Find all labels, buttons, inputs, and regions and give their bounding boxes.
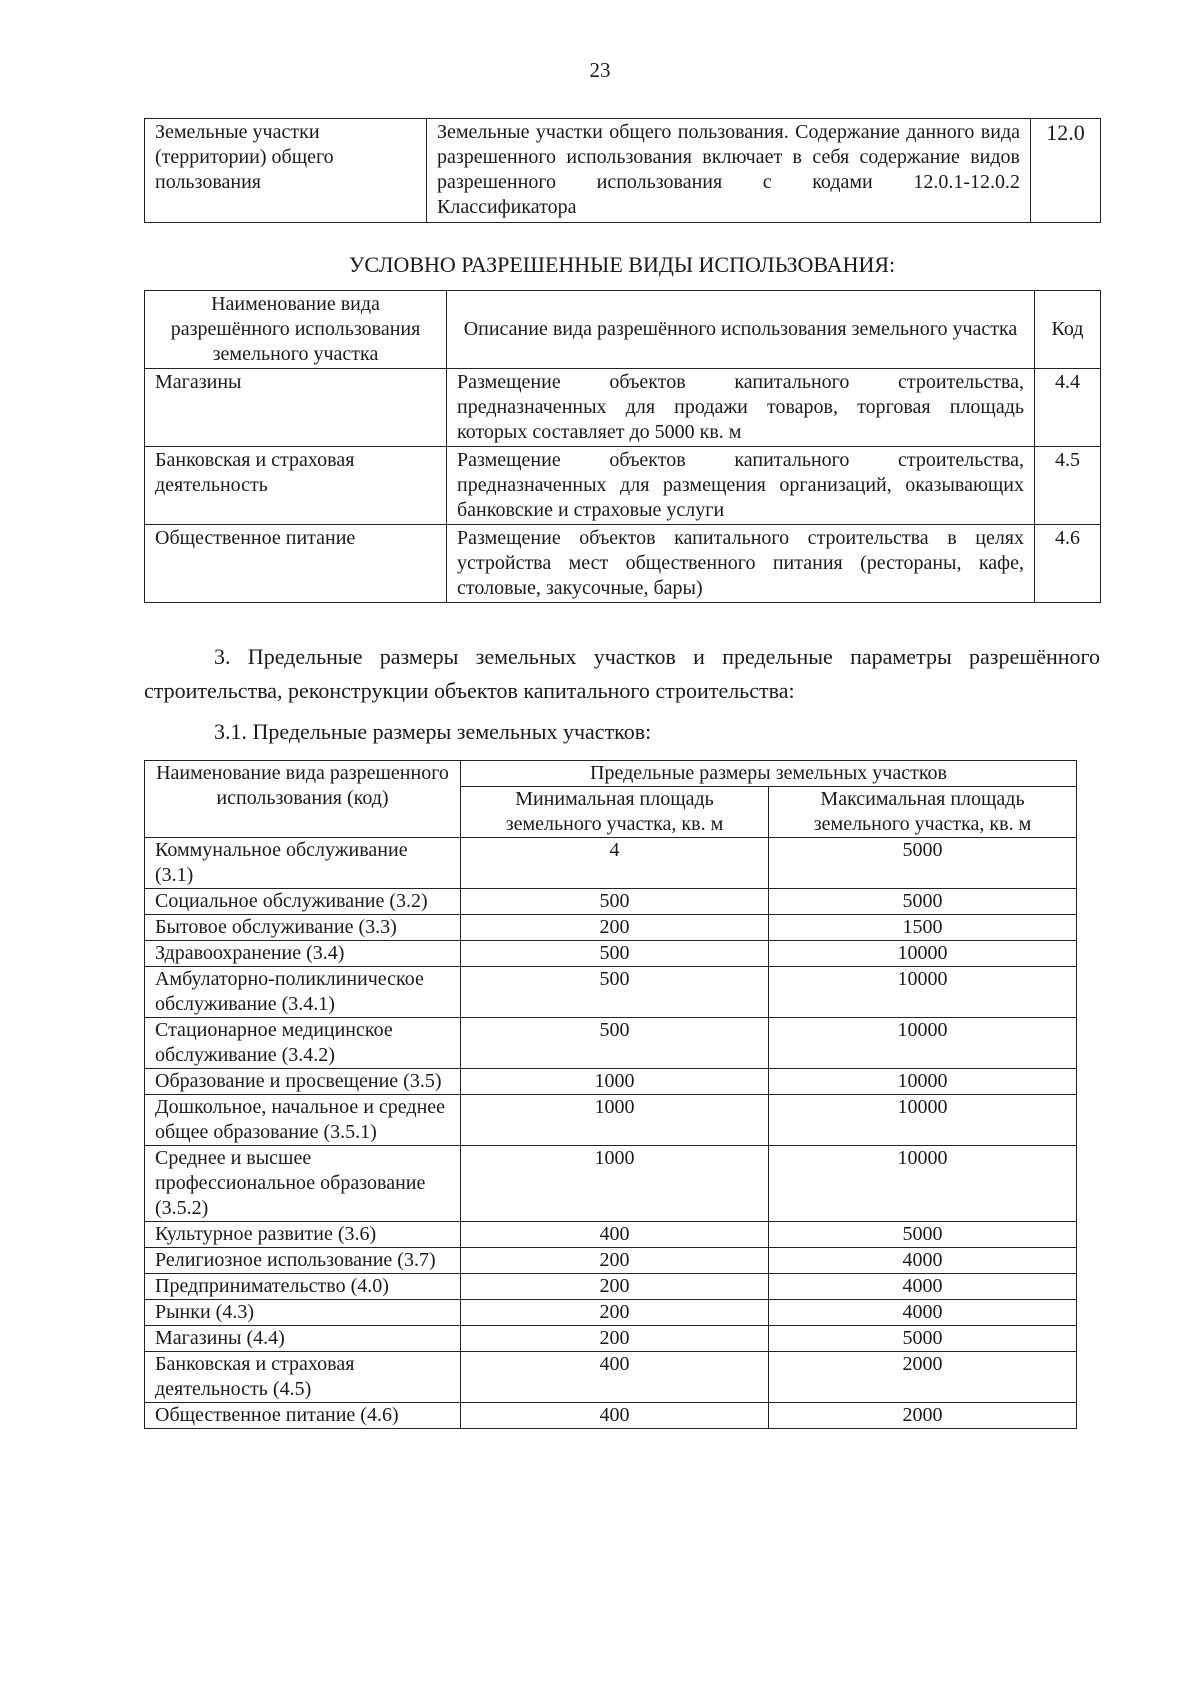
header-name: Наименование вида разрешенного использования (код) xyxy=(145,761,461,838)
row-min: 500 xyxy=(461,889,769,915)
table-row xyxy=(145,1274,1077,1300)
row-min: 1000 xyxy=(461,1146,769,1222)
row-name: Бытовое обслуживание (3.3) xyxy=(145,915,461,941)
row-min: 200 xyxy=(461,915,769,941)
row-max: 10000 xyxy=(769,1095,1077,1146)
row-name: Коммунальное обслуживание (3.1) xyxy=(145,838,461,889)
row-max: 5000 xyxy=(769,1222,1077,1248)
general-use-table xyxy=(144,118,1101,223)
row-min: 500 xyxy=(461,941,769,967)
use-description-cell: Земельные участки общего пользования. Содержание данного вида разрешенного использования включает в себя содержание видов разрешенного использования с кодами 12.0.1-12.0.2 Классификатора xyxy=(427,119,1031,223)
row-max: 5000 xyxy=(769,1326,1077,1352)
table-row xyxy=(145,838,1077,889)
conditional-uses-heading: УСЛОВНО РАЗРЕШЕННЫЕ ВИДЫ ИСПОЛЬЗОВАНИЯ: xyxy=(348,252,896,277)
table-row xyxy=(145,1352,1077,1403)
row-max: 4000 xyxy=(769,1300,1077,1326)
row-name: Религиозное использование (3.7) xyxy=(145,1248,461,1274)
use-code-cell: 4.5 xyxy=(1035,447,1101,525)
header-group: Предельные размеры земельных участков xyxy=(461,761,1077,787)
row-name: Общественное питание (4.6) xyxy=(145,1403,461,1429)
row-min: 200 xyxy=(461,1248,769,1274)
header-min: Минимальная площадь земельного участка, кв. м xyxy=(461,787,769,838)
row-max: 4000 xyxy=(769,1248,1077,1274)
use-code-cell: 12.0 xyxy=(1031,119,1101,223)
table-row xyxy=(145,967,1077,1018)
row-min: 400 xyxy=(461,1222,769,1248)
row-name: Социальное обслуживание (3.2) xyxy=(145,889,461,915)
row-name: Амбулаторно-поликлиническое обслуживание (3.4.1) xyxy=(145,967,461,1018)
row-name: Банковская и страховая деятельность (4.5) xyxy=(145,1352,461,1403)
table-row xyxy=(145,119,1101,223)
row-name: Культурное развитие (3.6) xyxy=(145,1222,461,1248)
paragraph-3-1: 3.1. Предельные размеры земельных участков: xyxy=(214,719,652,744)
header-name: Наименование вида разрешённого использования земельного участка xyxy=(145,291,447,369)
row-min: 200 xyxy=(461,1300,769,1326)
row-min: 200 xyxy=(461,1274,769,1300)
row-max: 5000 xyxy=(769,889,1077,915)
row-max: 10000 xyxy=(769,1146,1077,1222)
use-description-cell: Размещение объектов капитального строительства, предназначенных для продажи товаров, торговая площадь которых составляет до 5000 кв. м xyxy=(447,369,1035,447)
use-name-cell: Банковская и страховая деятельность xyxy=(145,447,447,525)
table-row xyxy=(145,1403,1077,1429)
row-name: Магазины (4.4) xyxy=(145,1326,461,1352)
use-description-cell: Размещение объектов капитального строительства в целях устройства мест общественного питания (рестораны, кафе, столовые, закусочные, бары) xyxy=(447,525,1035,603)
row-min: 500 xyxy=(461,1018,769,1069)
header-description: Описание вида разрешённого использования земельного участка xyxy=(447,291,1035,369)
row-name: Предпринимательство (4.0) xyxy=(145,1274,461,1300)
table-row xyxy=(145,1018,1077,1069)
plot-sizes-table xyxy=(144,760,1077,1429)
header-code: Код xyxy=(1035,291,1101,369)
table-header-row xyxy=(145,291,1101,369)
row-max: 1500 xyxy=(769,915,1077,941)
row-min: 400 xyxy=(461,1403,769,1429)
table-row xyxy=(145,369,1101,447)
row-name: Рынки (4.3) xyxy=(145,1300,461,1326)
table-row xyxy=(145,1248,1077,1274)
row-min: 500 xyxy=(461,967,769,1018)
row-max: 4000 xyxy=(769,1274,1077,1300)
row-max: 10000 xyxy=(769,1018,1077,1069)
row-max: 10000 xyxy=(769,941,1077,967)
paragraph-3: 3. Предельные размеры земельных участков и предельные параметры разрешённого строительства, реконструкции объектов капитального строительства: xyxy=(144,644,1100,703)
table-header-row xyxy=(145,761,1077,787)
row-max: 10000 xyxy=(769,1069,1077,1095)
table-row xyxy=(145,1146,1077,1222)
row-min: 200 xyxy=(461,1326,769,1352)
row-name: Здравоохранение (3.4) xyxy=(145,941,461,967)
row-name: Дошкольное, начальное и среднее общее образование (3.5.1) xyxy=(145,1095,461,1146)
page-number: 23 xyxy=(589,58,611,82)
row-name: Среднее и высшее профессиональное образование (3.5.2) xyxy=(145,1146,461,1222)
row-max: 10000 xyxy=(769,967,1077,1018)
row-min: 1000 xyxy=(461,1095,769,1146)
row-max: 2000 xyxy=(769,1352,1077,1403)
row-min: 400 xyxy=(461,1352,769,1403)
use-code-cell: 4.4 xyxy=(1035,369,1101,447)
row-min: 4 xyxy=(461,838,769,889)
row-max: 5000 xyxy=(769,838,1077,889)
use-description-cell: Размещение объектов капитального строительства, предназначенных для размещения организаций, оказывающих банковские и страховые услуги xyxy=(447,447,1035,525)
row-name: Стационарное медицинское обслуживание (3.4.2) xyxy=(145,1018,461,1069)
conditional-uses-table xyxy=(144,290,1101,603)
table-row xyxy=(145,915,1077,941)
table-row xyxy=(145,941,1077,967)
use-code-cell: 4.6 xyxy=(1035,525,1101,603)
row-max: 2000 xyxy=(769,1403,1077,1429)
use-name-cell: Магазины xyxy=(145,369,447,447)
table-row xyxy=(145,447,1101,525)
row-min: 1000 xyxy=(461,1069,769,1095)
table-row xyxy=(145,1326,1077,1352)
row-name: Образование и просвещение (3.5) xyxy=(145,1069,461,1095)
use-name-cell: Общественное питание xyxy=(145,525,447,603)
table-row xyxy=(145,1069,1077,1095)
table-row xyxy=(145,1300,1077,1326)
table-row xyxy=(145,1222,1077,1248)
table-row xyxy=(145,889,1077,915)
header-max: Максимальная площадь земельного участка, кв. м xyxy=(769,787,1077,838)
table-row xyxy=(145,525,1101,603)
table-row xyxy=(145,1095,1077,1146)
use-name-cell: Земельные участки (территории) общего пользования xyxy=(145,119,427,223)
